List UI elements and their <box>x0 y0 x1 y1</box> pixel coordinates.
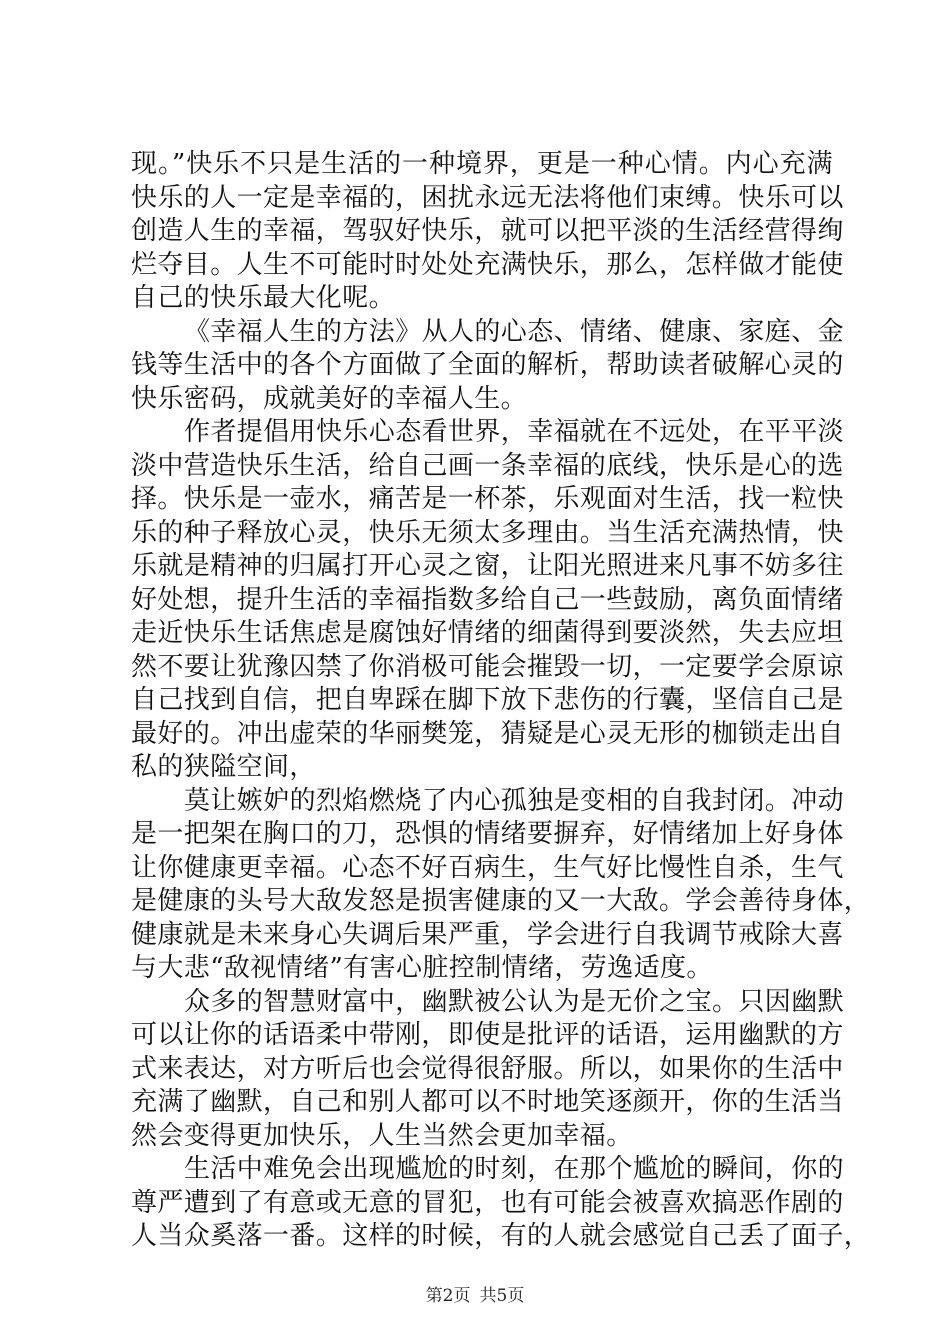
text-line: 尊严遭到了有意或无意的冒犯，也有可能会被喜欢搞恶作剧的 <box>131 1187 844 1218</box>
text-line: 式来表达，对方听后也会觉得很舒服。所以，如果你的生活中 <box>131 1053 844 1084</box>
text-line: 可以让你的话语柔中带刚，即使是批评的话语，运用幽默的方 <box>131 1020 844 1050</box>
text-line: 人当众奚落一番。这样的时候，有的人就会感觉自己丢了面子， <box>131 1221 871 1251</box>
paragraph-start-line: 《幸福人生的方法》从人的心态、情绪、健康、家庭、金 <box>184 316 845 347</box>
text-line: 然会变得更加快乐，人生当然会更加幸福。 <box>131 1120 633 1151</box>
text-line: 自己找到自信，把自卑踩在脚下放下悲伤的行囊，坚信自己是 <box>131 685 844 715</box>
text-line: 充满了幽默，自己和别人都可以不时地笑逐颜开，你的生活当 <box>131 1087 844 1117</box>
text-line: 快乐密码，成就美好的幸福人生。 <box>131 383 528 414</box>
page-footer <box>0 1281 950 1306</box>
text-line: 钱等生活中的各个方面做了全面的解析，帮助读者破解心灵的 <box>131 350 844 380</box>
text-line: 走近快乐生话焦虑是腐蚀好情绪的细菌得到要淡然，失去应坦 <box>131 618 844 648</box>
text-line: 是一把架在胸口的刀，恐惧的情绪要摒弃，好情绪加上好身体 <box>131 819 844 849</box>
text-line: 好处想，提升生活的幸福指数多给自己一些鼓励，离负面情绪 <box>131 584 844 615</box>
page-number: 第2页 <box>425 1286 471 1306</box>
text-line: 然不要让犹豫囚禁了你消极可能会摧毁一切，一定要学会原谅 <box>131 651 844 682</box>
text-line: 私的狭隘空间， <box>131 752 316 782</box>
paragraph-start-line: 生活中难免会出现尴尬的时刻，在那个尴尬的瞬间，你的 <box>184 1154 845 1184</box>
text-line: 现。”快乐不只是生活的一种境界，更是一种心情。内心充满 <box>131 149 833 179</box>
text-line: 最好的。冲出虚荣的华丽樊笼，猜疑是心灵无形的枷锁走出自 <box>131 718 844 749</box>
text-line: 与大悲“敌视情绪”有害心脏控制情绪，劳逸适度。 <box>131 953 713 983</box>
text-line: 是健康的头号大敌发怒是损害健康的又一大敌。学会善待身体， <box>131 886 871 916</box>
text-line: 让你健康更幸福。心态不好百病生，生气好比慢性自杀，生气 <box>131 852 844 883</box>
paragraph-start-line: 作者提倡用快乐心态看世界，幸福就在不远处，在平平淡 <box>184 417 845 447</box>
text-line: 烂夺目。人生不可能时时处处充满快乐，那么，怎样做才能使 <box>131 249 844 280</box>
paragraph-start-line: 莫让嫉妒的烈焰燃烧了内心孤独是变相的自我封闭。冲动 <box>184 785 845 816</box>
text-line: 自己的快乐最大化呢。 <box>131 283 396 313</box>
page-total: 共5页 <box>479 1286 525 1306</box>
text-line: 创造人生的幸福，驾驭好快乐，就可以把平淡的生活经营得绚 <box>131 216 844 246</box>
body-text <box>131 148 871 1254</box>
text-line: 乐就是精神的归属打开心灵之窗，让阳光照进来凡事不妨多往 <box>131 551 844 581</box>
paragraph-start-line: 众多的智慧财富中，幽默被公认为是无价之宝。只因幽默 <box>184 986 845 1017</box>
text-line: 淡中营造快乐生活，给自己画一条幸福的底线，快乐是心的选 <box>131 450 844 481</box>
text-line: 健康就是未来身心失调后果严重，学会进行自我调节戒除大喜 <box>131 919 844 950</box>
text-line: 乐的种子释放心灵，快乐无须太多理由。当生活充满热情，快 <box>131 517 844 548</box>
text-line: 快乐的人一定是幸福的，困扰永远无法将他们束缚。快乐可以 <box>131 182 844 213</box>
text-line: 择。快乐是一壶水，痛苦是一杯茶，乐观面对生活，找一粒快 <box>131 484 844 514</box>
